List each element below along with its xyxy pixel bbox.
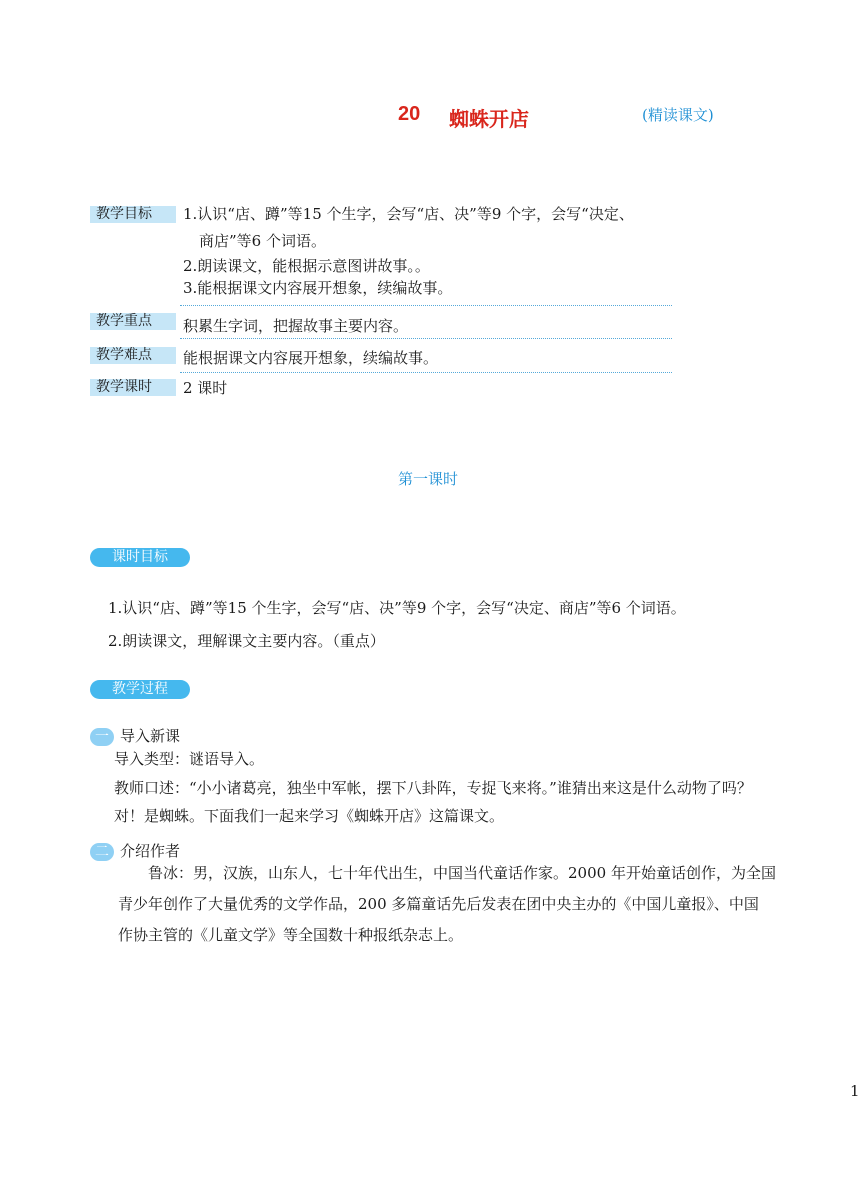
hours-label: 教学课时 — [90, 379, 176, 396]
lesson-title: 蜘蛛开店 — [449, 107, 529, 131]
key-text: 积累生字词，把握故事主要内容。 — [183, 317, 409, 335]
key-label: 教学重点 — [90, 313, 176, 330]
step-1-line-2: 教师口述：“小小诸葛亮，独坐中军帐，摆下八卦阵，专捉飞来将。”谁猜出来这是什么动物了吗？ — [114, 779, 752, 797]
section-title: 第一课时 — [398, 470, 459, 488]
divider — [180, 338, 672, 339]
difficulty-label: 教学难点 — [90, 347, 176, 364]
lesson-goal-2: 2.朗读课文，理解课文主要内容。（重点） — [108, 632, 385, 650]
step-2-line-2: 青少年创作了大量优秀的文学作品，200 多篇童话先后发表在团中央主办的《中国儿童报》、中国 — [118, 895, 759, 913]
page-number: 1 — [850, 1082, 860, 1100]
goal-line-1: 1.认识“店、蹲”等15 个生字，会写“店、决”等9 个字，会写“决定、 — [183, 205, 634, 223]
lesson-type-tag: (精读课文) — [642, 106, 714, 124]
goals-label: 教学目标 — [90, 206, 176, 223]
step-1-line-3: 对！是蜘蛛。下面我们一起来学习《蜘蛛开店》这篇课文。 — [114, 807, 505, 825]
step-2-heading: 介绍作者 — [120, 842, 181, 860]
goal-line-3: 3.能根据课文内容展开想象，续编故事。 — [183, 279, 453, 297]
step-1-badge: 一 — [90, 728, 114, 746]
lesson-number: 20 — [398, 103, 421, 125]
lesson-goals-pill: 课时目标 — [90, 548, 190, 567]
step-2-line-1: 鲁冰：男，汉族，山东人，七十年代出生，中国当代童话作家。2000 年开始童话创作，为全国 — [148, 864, 776, 882]
step-1-line-1: 导入类型：谜语导入。 — [114, 750, 265, 768]
hours-text: 2 课时 — [183, 379, 228, 397]
goal-line-1-cont: 商店”等6 个词语。 — [199, 232, 326, 250]
process-pill: 教学过程 — [90, 680, 190, 699]
lesson-goal-1: 1.认识“店、蹲”等15 个生字，会写“店、决”等9 个字，会写“决定、商店”等6 个词语。 — [108, 599, 686, 617]
difficulty-text: 能根据课文内容展开想象，续编故事。 — [183, 349, 439, 367]
divider — [180, 372, 672, 373]
step-1-heading: 导入新课 — [120, 727, 181, 745]
step-2-badge: 二 — [90, 843, 114, 861]
divider — [180, 305, 672, 306]
step-2-line-3: 作协主管的《儿童文学》等全国数十种报纸杂志上。 — [118, 926, 464, 944]
goal-line-2: 2.朗读课文，能根据示意图讲故事。。 — [183, 257, 430, 275]
